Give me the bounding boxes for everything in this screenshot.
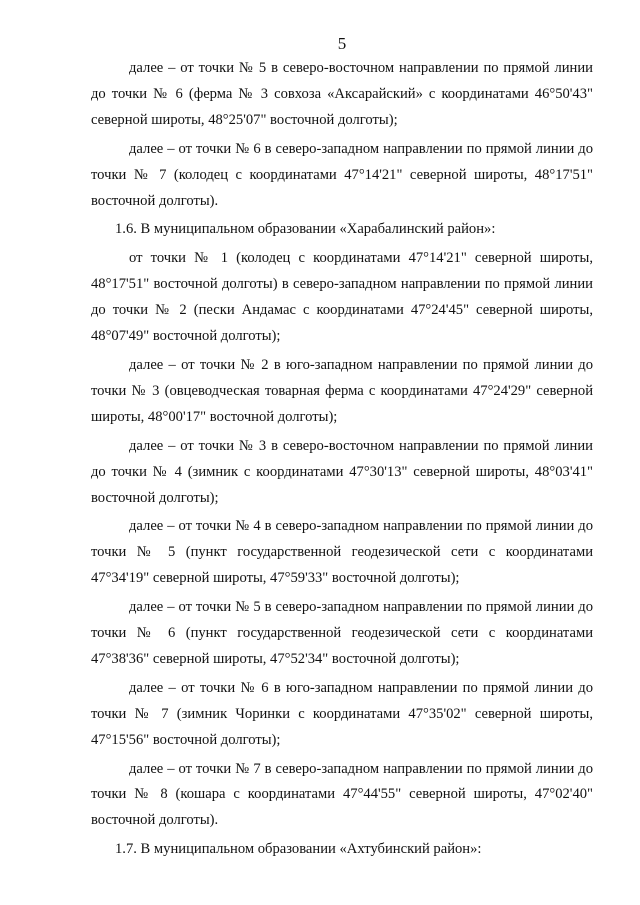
paragraph: от точки № 1 (колодец с координатами 47°14'21" северной широты, 48°17'51" восточной долготы) в северо-западном направлении по прямой линии до точки № 2 (пески Андамас с координатами 47°24'45" северной широты, 48°07'49" восточной долготы);	[91, 250, 593, 345]
page-number: 5	[337, 34, 347, 53]
document-page	[91, 0, 593, 905]
paragraph: далее – от точки № 6 в юго-западном направлении по прямой линии до точки № 7 (зимник Чоринки с координатами 47°35'02" северной широты, 47°15'56" восточной долготы);	[91, 679, 593, 748]
section-heading: 1.7. В муниципальном образовании «Ахтубинский район»:	[115, 841, 482, 858]
paragraph: далее – от точки № 5 в северо-западном направлении по прямой линии до точки № 6 (пункт государственной геодезической сети с координатами 47°38'36" северной широты, 47°52'34" восточной долготы);	[91, 599, 593, 667]
section-heading: 1.6. В муниципальном образовании «Харабалинский район»:	[115, 221, 496, 238]
paragraph: далее – от точки № 6 в северо-западном направлении по прямой линии до точки № 7 (колодец с координатами 47°14'21" северной широты, 48°17'51" восточной долготы).	[91, 140, 593, 209]
paragraph: далее – от точки № 7 в северо-западном направлении по прямой линии до точки № 8 (кошара с координатами 47°44'55" северной широты, 47°02'40" восточной долготы).	[91, 760, 593, 829]
paragraph: далее – от точки № 5 в северо-восточном направлении по прямой линии до точки № 6 (ферма № 3 совхоза «Аксарайский» с координатами 46°50'43" северной широты, 48°25'07" восточной долготы);	[91, 60, 593, 128]
paragraph: далее – от точки № 3 в северо-восточном направлении по прямой линии до точки № 4 (зимник с координатами 47°30'13" северной широты, 48°03'41" восточной долготы);	[91, 437, 593, 506]
document-body	[91, 56, 593, 866]
paragraph: далее – от точки № 2 в юго-западном направлении по прямой линии до точки № 3 (овцеводческая товарная ферма с координатами 47°24'29" северной широты, 48°00'17" восточной долготы);	[91, 356, 593, 425]
paragraph: далее – от точки № 4 в северо-западном направлении по прямой линии до точки № 5 (пункт государственной геодезической сети с координатами 47°34'19" северной широты, 47°59'33" восточной долготы);	[91, 518, 593, 587]
